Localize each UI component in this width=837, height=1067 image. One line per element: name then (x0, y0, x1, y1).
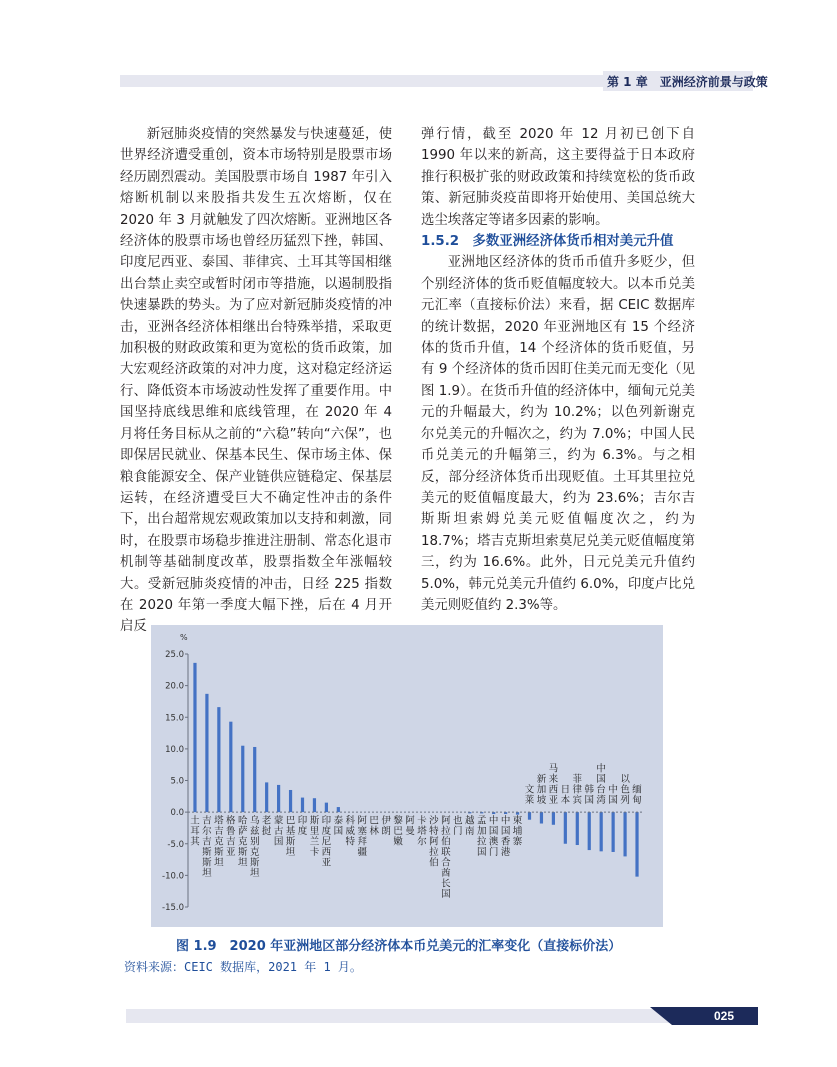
bar (552, 812, 555, 825)
section-title: 1.5.2 多数亚洲经济体货币相对美元升值 (421, 234, 674, 250)
category-label: 黎巴嫩 (393, 815, 403, 848)
category-label: 哈萨克斯坦 (238, 815, 248, 869)
right-paragraph-continued: 弹行情，截至 2020 年 12 月初已创下自 1990 年以来的新高，这主要得益于日本政府推行积极扩张的财政政策和持续宽松的货币政策、新冠肺炎疫苗即将开始使用、美国总统大选尘埃落定等诸多因素的影响。 (421, 127, 695, 228)
category-label: 马来西亚 (548, 763, 559, 807)
right-column (421, 124, 695, 616)
chapter-header: 第 1 章 亚洲经济前景与政策 (607, 75, 768, 89)
bar (193, 663, 196, 812)
bar (588, 812, 591, 850)
chart-panel (151, 625, 663, 927)
category-label: 韩国 (584, 784, 594, 807)
category-label: 也门 (453, 815, 463, 838)
category-label: 巴林 (369, 815, 379, 838)
category-label: 沙特阿拉伯 (429, 815, 439, 869)
exchange-rate-bar-chart (151, 625, 663, 927)
bar (325, 803, 328, 812)
footer-wedge-decoration (650, 1005, 694, 1027)
bar (265, 782, 268, 812)
y-tick-label: 5.0 (170, 776, 184, 787)
bar (600, 812, 603, 851)
bar (241, 746, 244, 812)
bar (277, 785, 280, 812)
category-label: 阿塞拜疆 (357, 815, 367, 859)
left-column (120, 124, 392, 638)
category-label: 乌兹别克斯坦 (249, 815, 260, 880)
category-label: 科威特 (345, 815, 356, 848)
category-label: 蒙古国 (273, 815, 284, 848)
bar (313, 798, 316, 812)
category-label: 格鲁吉亚 (226, 815, 236, 859)
y-tick-label: 10.0 (165, 744, 184, 755)
category-label: 柬埔寨 (512, 815, 523, 848)
y-tick-label: 0.0 (170, 808, 184, 819)
category-label: 伊朗 (381, 815, 391, 838)
category-label: 泰国 (333, 815, 344, 838)
category-label: 印度尼西亚 (321, 815, 332, 869)
category-label: 越南 (465, 815, 475, 838)
category-label: 斯里兰卡 (309, 815, 320, 859)
category-label: 中国澳门 (488, 815, 499, 859)
figure-caption: 图 1.9 2020 年亚洲地区部分经济体本币兑美元的汇率变化（直接标价法） (176, 939, 622, 954)
category-label: 中国香港 (500, 815, 511, 859)
y-tick-label: -10.0 (162, 871, 184, 882)
category-label: 文莱 (524, 784, 535, 807)
y-axis-unit-label: % (180, 633, 188, 642)
figure-source: 资料来源：CEIC 数据库，2021 年 1 月。 (124, 960, 362, 974)
footer-bar (126, 1009, 686, 1023)
category-label: 新加坡 (536, 774, 547, 807)
category-label: 中国 (608, 784, 618, 807)
category-label: 土耳其 (190, 815, 200, 848)
bar (635, 812, 638, 877)
bar (301, 798, 304, 813)
category-label: 卡塔尔 (417, 815, 427, 848)
bar (229, 722, 232, 812)
category-label: 阿曼 (405, 815, 415, 838)
category-label: 阿拉伯联合酋长国 (441, 815, 451, 901)
bar (623, 812, 626, 856)
category-label: 日本 (560, 784, 571, 807)
category-label: 巴基斯坦 (285, 815, 296, 859)
bar (612, 812, 615, 852)
y-tick-label: 20.0 (165, 681, 184, 692)
category-label: 孟加拉国 (476, 815, 487, 859)
left-paragraph: 新冠肺炎疫情的突然暴发与快速蔓延，使世界经济遭受重创，资本市场特别是股票市场经历剧烈震动。美国股票市场自 1987 年引入熔断机制以来股指共发生五次熔断，仅在 2020 年 3 月就触发了四次熔断。亚洲地区各经济体的股票市场也曾经历猛烈下挫，韩国、印度尼西亚、泰国、菲律宾、土耳其等国相继出台禁止卖空或暂时闭市等措施，以遏制股指快速暴跌的势头。为了应对新冠肺炎疫情的冲击，亚洲各经济体相继出台特殊举措，采取更加积极的财政政策和更为宽松的货币政策，加大宏观经济政策的对冲力度，这对稳定经济运行、降低资本市场波动性发挥了重要作用。中国坚持底线思维和底线管理，在 2020 年 4 月将任务目标从之前的“六稳”转向“六保”，也即保居民就业、保基本民生、保市场主体、保粮食能源安全、保产业链供应链稳定、保基层运转，在经济遭受巨大不确定性冲击的条件下，出台超常规宏观政策加以支持和刺激，同时，在股票市场稳步推进注册制、常态化退市机制等基础制度改革，股票指数全年涨幅较大。受新冠肺炎疫情的冲击，日经 225 指数在 2020 年第一季度大幅下挫，后在 4 月开启反 (120, 127, 392, 635)
category-label: 印度 (297, 815, 308, 838)
bar (205, 694, 208, 812)
bar (337, 807, 340, 812)
y-tick-label: 25.0 (165, 650, 184, 660)
bar (540, 812, 543, 823)
right-paragraph: 亚洲地区经济体的货币币值升多贬少，但个别经济体的货币贬值幅度较大。以本币兑美元汇率（直接标价法）来看，据 CEIC 数据库的统计数据，2020 年亚洲地区有 15 个经济体的货币升值，14 个经济体的货币贬值，另有 9 个经济体的货币因盯住美元而无变化（见图 1.9）。在货币升值的经济体中，缅甸元兑美元的升幅最大，约为 10.2%；以色列新谢克尔兑美元的升幅次之，约为 7.0%；中国人民币兑美元的升幅第三，约为 6.3%。与之相反，部分经济体货币出现贬值。土耳其里拉兑美元的贬值幅度最大，约为 23.6%；吉尔吉斯斯坦索姆兑美元贬值幅度次之，约为 18.7%；塔吉克斯坦索莫尼兑美元贬值幅度第三，约为 16.6%。此外，日元兑美元升值约 5.0%，韩元兑美元升值约 6.0%，印度卢比兑美元则贬值约 2.3%等。 (421, 255, 695, 613)
bar (576, 812, 579, 845)
category-label: 菲律宾 (572, 774, 583, 807)
bar (289, 790, 292, 812)
y-tick-label: -15.0 (162, 903, 184, 913)
bar (253, 747, 256, 812)
category-label: 以色列 (620, 774, 630, 807)
category-label: 吉尔吉斯斯坦 (202, 815, 212, 880)
y-tick-label: 15.0 (165, 713, 184, 724)
category-label: 塔吉克斯坦 (214, 815, 224, 869)
category-label: 缅甸 (632, 784, 642, 807)
bar (217, 707, 220, 812)
bar (528, 812, 531, 820)
page-number: 025 (690, 1007, 758, 1025)
category-label: 中国台湾 (596, 763, 606, 807)
bar (564, 812, 567, 844)
y-tick-label: -5.0 (167, 839, 184, 850)
category-label: 老挝 (261, 815, 272, 838)
